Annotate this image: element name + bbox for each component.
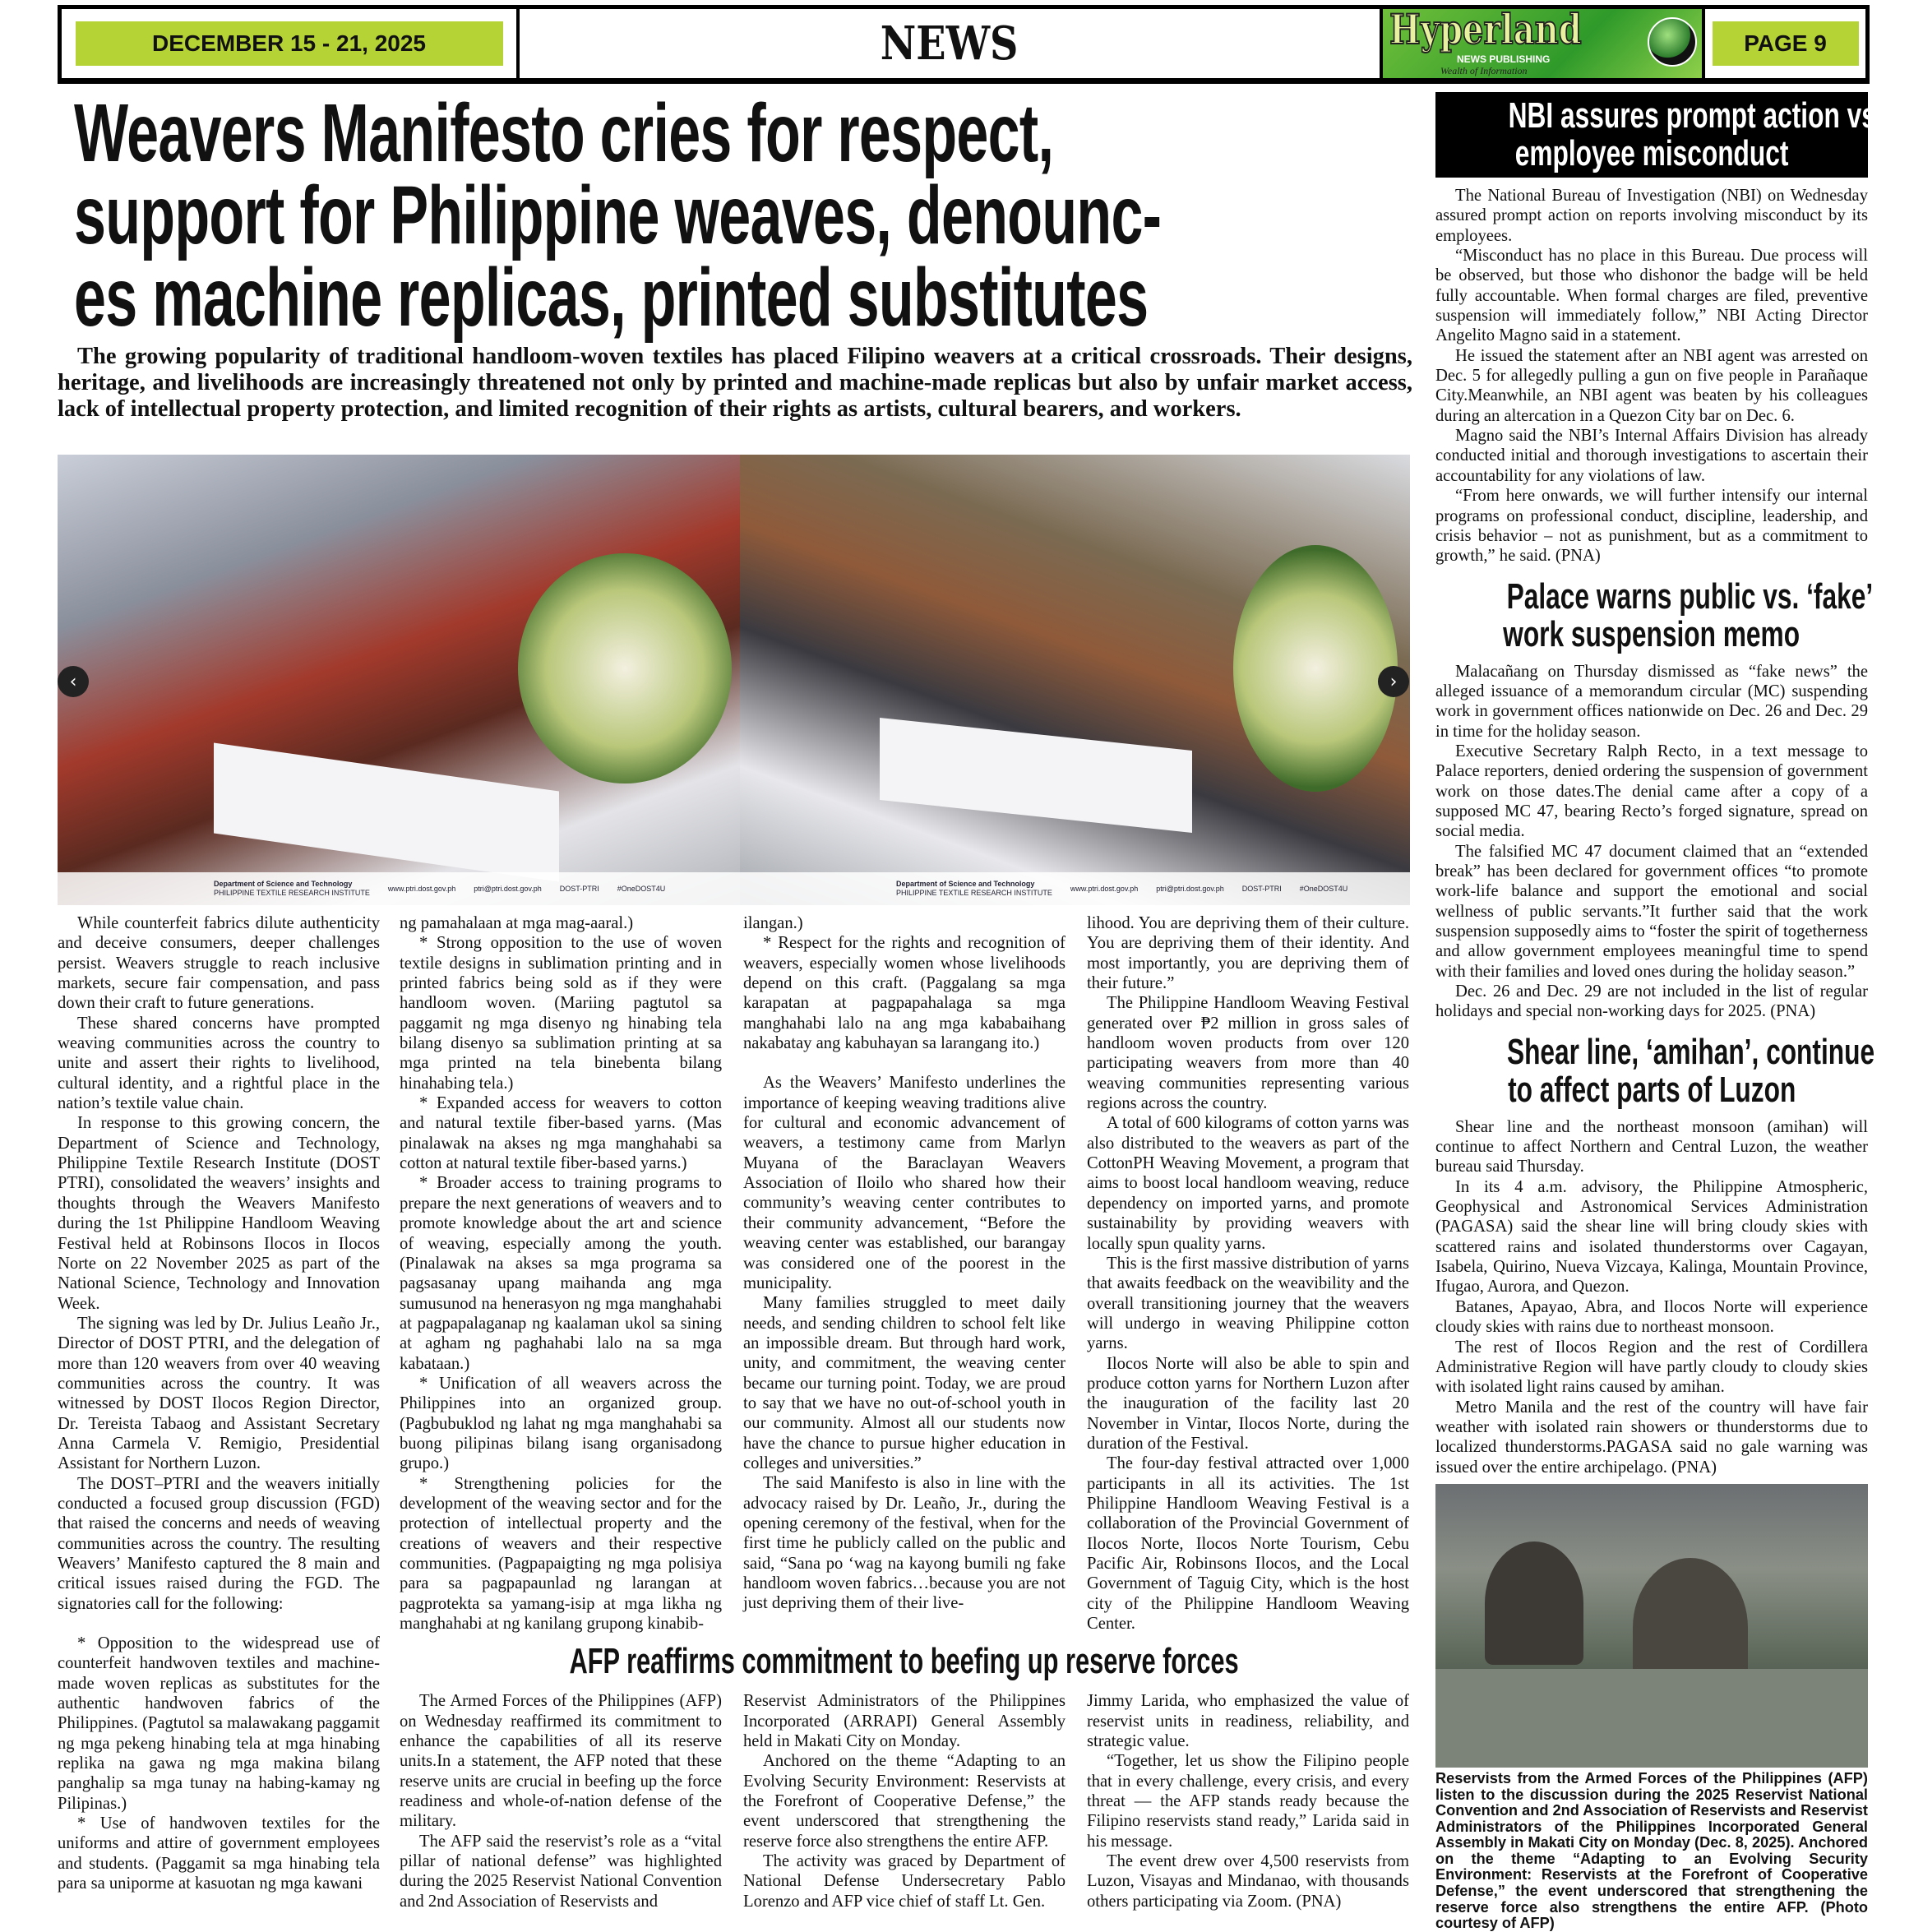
masthead [58,5,1870,84]
paragraph: The Armed Forces of the Philippines (AFP) on Wednesday reaffirmed its commitment to enhance the capabilities of all its reserve units.In a statement, the AFP noted that these reserve units are crucial in beefing up the force readiness and whole-of-nation defense of the military. [400,1692,722,1831]
paragraph: Dec. 26 and Dec. 29 are not included in the list of regular holidays and special non-working days for 2025. (PNA) [1435,982,1868,1021]
paragraph: * Strong opposition to the use of woven textile designs in sublimation printing and in printed fabrics being sold as if they were handloom woven. (Mariing pagtutol sa paggamit ng mga disenyo ng hinabing tela bilang disenyo sa sublimation printing at sa mga printed na tela binebenta bilang hinahabing tela.) [400,934,722,1093]
paragraph: The event drew over 4,500 reservists from Luzon, Visayas and Mindanao, with thousands others participating via Zoom. (PNA) [1087,1852,1409,1911]
paragraph: Shear line and the northeast monsoon (amihan) will continue to affect Northern and Central Luzon, the weather bureau said Thursday. [1435,1117,1868,1176]
paragraph: * Unification of all weavers across the Philippines into an organized group. (Pagbubuklod ng lahat ng mga manghahabi sa buong pilipinas bilang isang organisadong grupo.) [400,1374,722,1473]
photo-credit-strip [740,872,1410,905]
paragraph: * Expanded access for weavers to cotton and natural textile fiber-based yarns. (Mas pinalawak na akses ng mga manghahabi sa cotton at natural textile fiber-based yarns.) [400,1094,722,1173]
paragraph: In response to this growing concern, the Department of Science and Technology, Philippine Textile Research Institute (DOST PTRI), consolidated the weavers’ insights and thoughts through the Weavers Manifesto during the 1st Philippine Handloom Weaving Festival held at Robinsons Ilocos in Ilocos Norte on 22 November 2025 as part of the National Science, Technology and Innovation Week. [58,1114,380,1313]
afp-photo-caption: Reservists from the Armed Forces of the Philippines (AFP) listen to the discussion during the 2025 Reservist National Convention and 2nd Association of Reservists and Reservist Administrators of the Philippines Incorporated General Assembly in Makati City on Monday (Dec. 8, 2025). Anchored on the theme “Adapting to an Evolving Security Environment: Reservists at the Forefront of Cooperative Defense,” the event underscored that strengthening the reserve force also strengthens the entire AFP. (Photo courtesy of AFP) [1435,1769,1868,1932]
org-name: Department of Science and Technology PHILIPPINE TEXTILE RESEARCH INSTITUTE [896,880,1052,897]
paragraph: A total of 600 kilograms of cotton yarns was also distributed to the weavers as part of the CottonPH Weaving Movement, a program that aims to boost local handloom weaving, reduce dependency on imported yarns, and promote sustainability by providing weavers with locally spun quality yarns. [1087,1114,1409,1253]
social-handle: DOST-PTRI [1241,884,1282,893]
flower-arrangement [518,553,732,783]
section-title: NEWS [881,16,1019,71]
headline-line: support for Philippine weaves, denounc- [74,169,1162,261]
paragraph: “Misconduct has no place in this Bureau. Due process will be observed, but those who dishonor the badge will be held fully accountable. When formal charges are filed, preventive suspension will immediately follow,” NBI Acting Director Angelito Magno said in a statement. [1435,247,1868,345]
page-number: PAGE 9 [1713,21,1859,66]
logo-graphic [1383,9,1702,78]
paragraph: * Opposition to the widespread use of counterfeit handwoven textiles and machine-made woven replicas as substitutes for the authentic handwoven fabrics of the Philippines. (Pagtutol sa malawakang paggamit ng mga pekeng hinabing tela at mga hinabing replika na gawa ng mga makina bilang panghalip sa mga tunay na habing-kamay ng Pilipinas.) [58,1634,380,1813]
email: ptri@ptri.dost.gov.ph [1156,884,1224,893]
paragraph: Reservist Administrators of the Philippines Incorporated (ARRAPI) General Assembly held in Makati City on Monday. [743,1692,1066,1751]
paragraph: The four-day festival attracted over 1,000 participants in all its activities. The 1st Philippine Handloom Weaving Festival is a collaboration of the Provincial Government of Ilocos Norte, Ilocos Norte Tourism, Cebu Pacific Air, Robinsons Ilocos, and the Local Government of Taguig City, which is the host city of the Philippine Handloom Weaving Center. [1087,1454,1409,1634]
paragraph: The rest of Ilocos Region and the rest of Cordillera Administrative Region will have partly cloudy to cloudy skies with isolated light rains caused by amihan. [1435,1338,1868,1397]
paragraph: The National Bureau of Investigation (NBI) on Wednesday assured prompt action on reports involving misconduct by its employees. [1435,187,1868,245]
paragraph: Metro Manila and the rest of the country will have fair weather with isolated rain showers or thunderstorms due to localized thunderstorms.PAGASA said no gale warning was issued over the entire archipelago. (PNA) [1435,1398,1868,1477]
paragraph: The AFP said the reservist’s role as a “vital pillar of national defense” was highlighted during the 2025 Reservist National Convention and 2nd Association of Reservists and [400,1832,722,1911]
article-flow [400,913,1409,1911]
paragraph: While counterfeit fabrics dilute authenticity and deceive consumers, deeper challenges persist. Weavers struggle to reach inclusive markets, secure fair compensation, and pass down their craft to future generations. [58,914,380,1013]
section-cell [520,9,1383,78]
paragraph: Malacañang on Thursday dismissed as “fake news” the alleged issuance of a memorandum circular (MC) suspending work in government offices nationwide on Dec. 26 and Dec. 29 in time for the holiday season. [1435,662,1868,741]
afp-reservists-photo [1435,1484,1868,1768]
afp-column-1 [400,1691,722,1911]
paragraph: Jimmy Larida, who emphasized the value of reservist units in readiness, reliability, and strategic value. [1087,1692,1409,1751]
article-column-3 [743,913,1066,1634]
nbi-headline: NBI assures prompt action vs. employee misconduct [1435,92,1868,178]
publisher-logo [1383,9,1705,78]
weavers-signing-photo-2 [740,455,1410,905]
paragraph: Batanes, Apayao, Abra, and Ilocos Norte will experience cloudy skies with rains due to northeast monsoon. [1435,1297,1868,1337]
article-column-4 [1087,913,1409,1634]
paragraph: ilangan.) [743,914,803,932]
carousel-next-chevron-icon[interactable]: › [1378,666,1409,697]
paragraph: These shared concerns have prompted weaving communities across the country to unite and assert their rights to livelihood, cultural identity, and a rightful place in the nation’s textile value chain. [58,1014,380,1113]
paragraph: ng pamahalaan at mga mag-aaral.) [400,914,634,932]
paragraph: * Use of handwoven textiles for the uniforms and attire of government employees and students. (Paggamit sa mga hinabing tela para sa uniporme at kasuotan ng mga kawani [58,1814,380,1893]
main-deck: The growing popularity of traditional handloom-woven textiles has placed Filipino weavers at a critical crossroads. Their designs, heritage, and livelihoods are increasingly threatened not only by printed and machine-made replicas but also by unfair market access, lack of intellectual property protection, and limited recognition of their rights as artists, cultural bearers, and workers. [58,344,1412,422]
paragraph: Many families struggled to meet daily needs, and sending children to school felt like an impossible dream. But through hard work, unity, and commitment, the weaving center became our turning point. Today, we are proud to say that we have no out-of-school youth in our community. Almost all our students now have the chance to pursue higher education in colleges and universities.” [743,1294,1066,1472]
paragraph: Ilocos Norte will also be able to spin and produce cotton yarns for Northern Luzon after the inauguration of the facility last 20 November in Vintar, Ilocos Norte, during the duration of the Festival. [1087,1354,1409,1453]
paragraph: “From here onwards, we will further intensify our internal programs on professional conduct, discipline, leadership, and crisis behavior – not as punishment, but as a commitment to growth,” he said. (PNA) [1435,487,1868,566]
paragraph: The signing was led by Dr. Julius Leaño Jr., Director of DOST PTRI, and the delegation of more than 120 weavers from over 40 weaving communities across the country. It was witnessed by DOST Ilocos Region Director, Dr. Tereista Tabaog and Assistant Secretary Anna Carmela V. Remigio, Presidential Assistant for Northern Luzon. [58,1314,380,1473]
afp-column-3 [1087,1691,1409,1911]
carousel-prev-chevron-icon[interactable]: ‹ [58,666,89,697]
paragraph: Executive Secretary Ralph Recto, in a text message to Palace reporters, denied ordering the suspension of government work on those dates.The denial came after a copy of a supposed MC 47, bearing Recto’s forged signature, spread on social media. [1435,742,1868,841]
social-handle: DOST-PTRI [559,884,599,893]
paragraph: lihood. You are depriving them of their culture. You are depriving them of their identity. And most importantly, you are depriving them of their future.” [1087,914,1409,993]
photo-credit-strip [58,872,740,905]
paragraph: * Respect for the rights and recognition of weavers, especially women whose livelihoods depend on this craft. (Paggalang sa mga karapatan at pagpapahalaga sa mga manghahabi lalo na ang mga kababaihang nakabatay ang kabuhayan sa larangang ito.) [743,934,1066,1053]
org-name: Department of Science and Technology PHILIPPINE TEXTILE RESEARCH INSTITUTE [214,880,370,897]
website: www.ptri.dost.gov.ph [1070,884,1139,893]
afp-column-2 [743,1691,1066,1911]
sidebar [1435,92,1884,1932]
palace-headline: Palace warns public vs. ‘fake’ work suspension memo [1503,575,1874,654]
afp-headline-text: AFP reaffirms commitment to beefing up reserve forces [569,1641,1240,1682]
shear-line-story [1435,1117,1868,1477]
weavers-signing-photo-1 [58,455,740,905]
paragraph: * Strengthening policies for the development of the weaving sector and for the protection of intellectual property and the creations of weavers and their respective communities. (Pagpapaigting ng mga polisiya para sa pagpapaunlad ng larangan at pagprotekta sa yamang-isip at mga likha ng manghahabi at ng kanilang grupong kinabib- [400,1474,722,1634]
article-columns-row [400,913,1409,1634]
logo-tagline: Wealth of Information [1440,65,1528,76]
paragraph: In its 4 a.m. advisory, the Philippine Atmospheric, Geophysical and Astronomical Services Administration (PAGASA) said the shear line will bring cloudy skies with scattered rains and isolated thunderstorms over Cagayan, Isabela, Quirino, Nueva Vizcaya, Kalinga, Mountain Province, Ifugao, Aurora, and Quezon. [1435,1177,1868,1296]
paragraph: He issued the statement after an NBI agent was arrested on Dec. 5 for allegedly pulling a gun on five people in Parañaque City.Meanwhile, an NBI agent was beaten by his colleagues during an altercation in a Quezon City bar on Dec. 6. [1435,346,1868,425]
paragraph: Anchored on the theme “Adapting to an Evolving Security Environment: Reservists at the Forefront of Cooperative Defense,” the event underscored that strengthening the reserve force also strengthens the entire AFP. [743,1752,1066,1851]
reservist-figure [1485,1541,1583,1665]
paragraph: The activity was graced by Department of National Defense Undersecretary Pablo Lorenzo and AFP vice chief of staff Lt. Gen. [743,1852,1066,1911]
flower-arrangement [1233,545,1398,792]
signing-table [880,718,1192,833]
paragraph: The falsified MC 47 document claimed that an “extended break” has been declared for government offices “to promote work-life balance and support the emotional and social wellness of public servants.”It further said that the work suspension supposedly aims to “foster the spirit of togetherness and allow government employees meaningful time to spend with their families and loved ones during the holiday season.” [1435,842,1868,981]
paragraph: This is the first massive distribution of yarns that awaits feedback on the weavibility and the overall transitioning journey that the weavers will undergo in weaving Philippine cotton yarns. [1087,1254,1409,1353]
main-headline [74,87,1422,344]
shear-line-headline: Shear line, ‘amihan’, continue to affect parts of Luzon [1506,1031,1875,1110]
paragraph: “Together, let us show the Filipino people that in every challenge, every crisis, and every threat — the AFP stands ready because the Filipino reservists stand ready,” Larida said in his message. [1087,1752,1409,1851]
uniform-rows [1435,1669,1868,1768]
paragraph: Magno said the NBI’s Internal Affairs Division has already conducted initial and thorough investigations to ascertain their accountability for any violations of law. [1435,427,1868,485]
article-column-2 [400,913,722,1634]
paragraph: The DOST–PTRI and the weavers initially conducted a focused group discussion (FGD) that raised the concerns and needs of weaving communities across the country. The resulting Weavers’ Manifesto captured the 8 main and critical issues raised during the FGD. The signatories call for the following: [58,1474,380,1613]
page-cell [1705,9,1865,78]
afp-headline [400,1642,1409,1681]
paragraph: The Philippine Handloom Weaving Festival generated over ₱2 million in gross sales of handloom woven products from over 120 participating weavers from more than 40 weaving communities representing various regions across the country. [1087,994,1409,1113]
afp-columns-row [400,1691,1409,1911]
logo-sub: NEWS PUBLISHING [1457,53,1551,65]
paragraph: As the Weavers’ Manifesto underlines the importance of keeping weaving traditions alive for cultural and economic advancement of weavers, a testimony came from Marlyn Muyana of the Baraclayan Weavers Association of Iloilo who shared how their community’s weaving center contributes to their community advancement, “Before the weaving center was established, our barangay was considered one of the poorest in the municipality. [743,1074,1066,1292]
signing-table [214,742,559,881]
issue-date: DECEMBER 15 - 21, 2025 [76,21,503,66]
article-column-1 [58,913,380,1894]
paragraph: The said Manifesto is also in line with the advocacy raised by Dr. Leaño, Jr., during the opening ceremony of the festival, when for the first time he publicly called on the public and said, “Sana po ‘wag na kayong bumili ng fake handloom woven fabrics…because you are not just depriving them of their live- [743,1474,1066,1613]
logo-name: Hyperland [1389,9,1582,53]
paragraph: * Broader access to training programs to prepare the next generations of weavers and to promote knowledge about the art and science of weaving, especially among the youth. (Pinalawak na akses sa mga programa sa pagsasanay upang maihanda ang mga sumusunod na henerasyon ng mga manghahabi at pagpapalaganap ng kaalaman ukol sa sining at agham ng paghahabi lalo na sa mga kabataan.) [400,1174,722,1373]
headline-line: es machine replicas, printed substitutes [74,252,1149,344]
website: www.ptri.dost.gov.ph [387,884,456,893]
palace-story [1435,662,1868,1022]
globe-icon [1648,17,1697,67]
hashtag: #OneDOST4U [617,884,666,893]
date-cell [62,9,520,78]
hashtag: #OneDOST4U [1299,884,1348,893]
nbi-story [1435,186,1868,566]
email: ptri@ptri.dost.gov.ph [474,884,542,893]
headline-line: Weavers Manifesto cries for respect, [74,87,1054,179]
